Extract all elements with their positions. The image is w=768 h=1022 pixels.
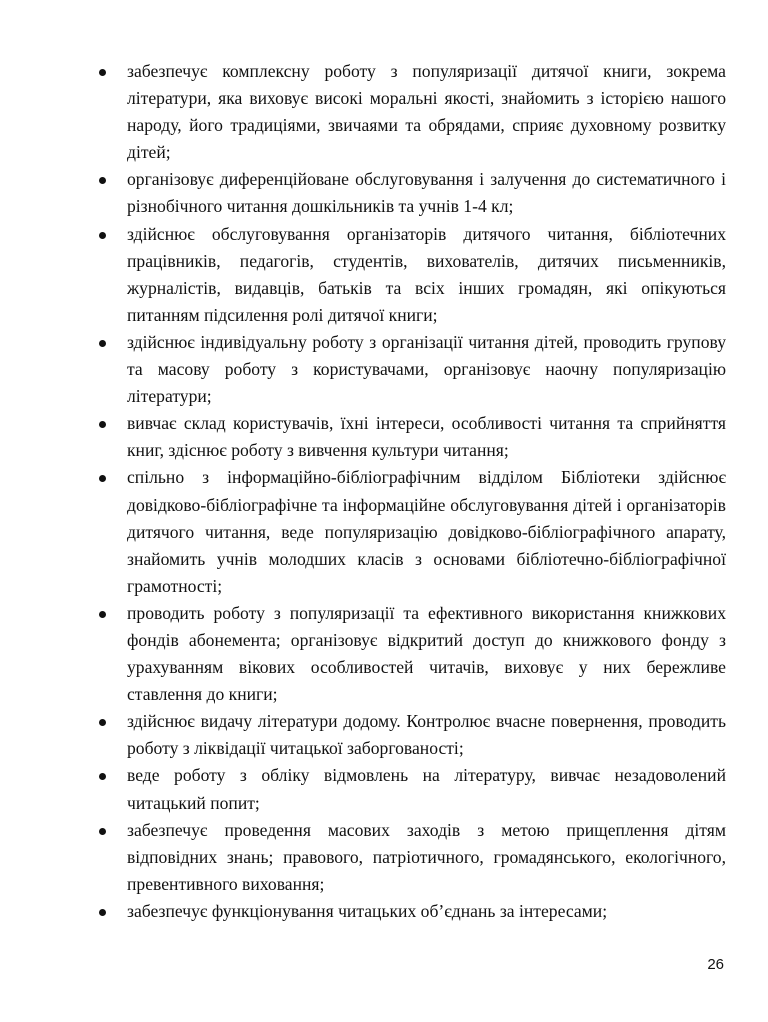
bullet-icon bbox=[99, 611, 106, 618]
list-item bbox=[96, 166, 726, 220]
list-item-text: спільно з інформаційно-бібліографічним відділом Бібліотеки здійснює довідково-бібліографічне та інформаційне обслуговування дітей і організаторів дитячого читання, веде популяризацію довідково-бібліографічного апарату, знайомить учнів молодших класів з основами бібліотечно-бібліографічної грамотності; bbox=[127, 467, 726, 596]
list-item bbox=[96, 708, 726, 762]
list-item bbox=[96, 464, 726, 599]
bullet-icon bbox=[99, 421, 106, 428]
bullet-icon bbox=[99, 719, 106, 726]
list-item bbox=[96, 58, 726, 166]
list-item bbox=[96, 817, 726, 898]
bullet-icon bbox=[99, 232, 106, 239]
list-item bbox=[96, 410, 726, 464]
list-item bbox=[96, 762, 726, 816]
list-item-text: забезпечує комплексну роботу з популяризації дитячої книги, зокрема літератури, яка виховує високі моральні якості, знайомить з історією нашого народу, його традиціями, звичаями та обрядами, сприяє духовному розвитку дітей; bbox=[127, 61, 726, 163]
list-item bbox=[96, 221, 726, 329]
list-item-text: забезпечує функціонування читацьких об’єднань за інтересами; bbox=[127, 900, 608, 921]
bullet-list bbox=[96, 58, 726, 925]
list-item-text: організовує диференційоване обслуговування і залучення до систематичного і різнобічного читання дошкільників та учнів 1-4 кл; bbox=[127, 169, 726, 217]
list-item-text: здійснює видачу літератури додому. Контролює вчасне повернення, проводить роботу з ліквідації читацької заборгованості; bbox=[127, 711, 726, 759]
list-item bbox=[96, 600, 726, 708]
page-number: 26 bbox=[707, 956, 724, 973]
list-item-text: здійснює індивідуальну роботу з організації читання дітей, проводить групову та масову роботу з користувачами, організовує наочну популяризацію літератури; bbox=[127, 331, 726, 407]
bullet-icon bbox=[99, 69, 106, 76]
list-item bbox=[96, 898, 726, 925]
list-item-text: проводить роботу з популяризації та ефективного використання книжкових фондів абонемента; організовує відкритий доступ до книжкового фонду з урахуванням вікових особливостей читачів, виховує у них бережливе ставлення до книги; bbox=[127, 602, 726, 705]
bullet-icon bbox=[99, 475, 106, 482]
bullet-icon bbox=[99, 177, 106, 184]
list-item bbox=[96, 329, 726, 410]
bullet-icon bbox=[99, 828, 106, 835]
bullet-icon bbox=[99, 909, 106, 916]
list-item-text: здійснює обслуговування організаторів дитячого читання, бібліотечних працівників, педагогів, студентів, вихователів, дитячих письменників, журналістів, видавців, батьків та всіх інших громадян, які опікуються питанням підсилення ролі дитячої книги; bbox=[127, 223, 726, 325]
list-item-text: веде роботу з обліку відмовлень на літературу, вивчає незадоволений читацький попит; bbox=[127, 765, 726, 813]
bullet-icon bbox=[99, 773, 106, 780]
list-item-text: вивчає склад користувачів, їхні інтереси, особливості читання та сприйняття книг, здіснює роботу з вивчення культури читання; bbox=[127, 413, 726, 461]
bullet-icon bbox=[99, 340, 106, 347]
list-item-text: забезпечує проведення масових заходів з метою прищеплення дітям відповідних знань; правового, патріотичного, громадянського, екологічного, превентивного виховання; bbox=[127, 819, 726, 894]
